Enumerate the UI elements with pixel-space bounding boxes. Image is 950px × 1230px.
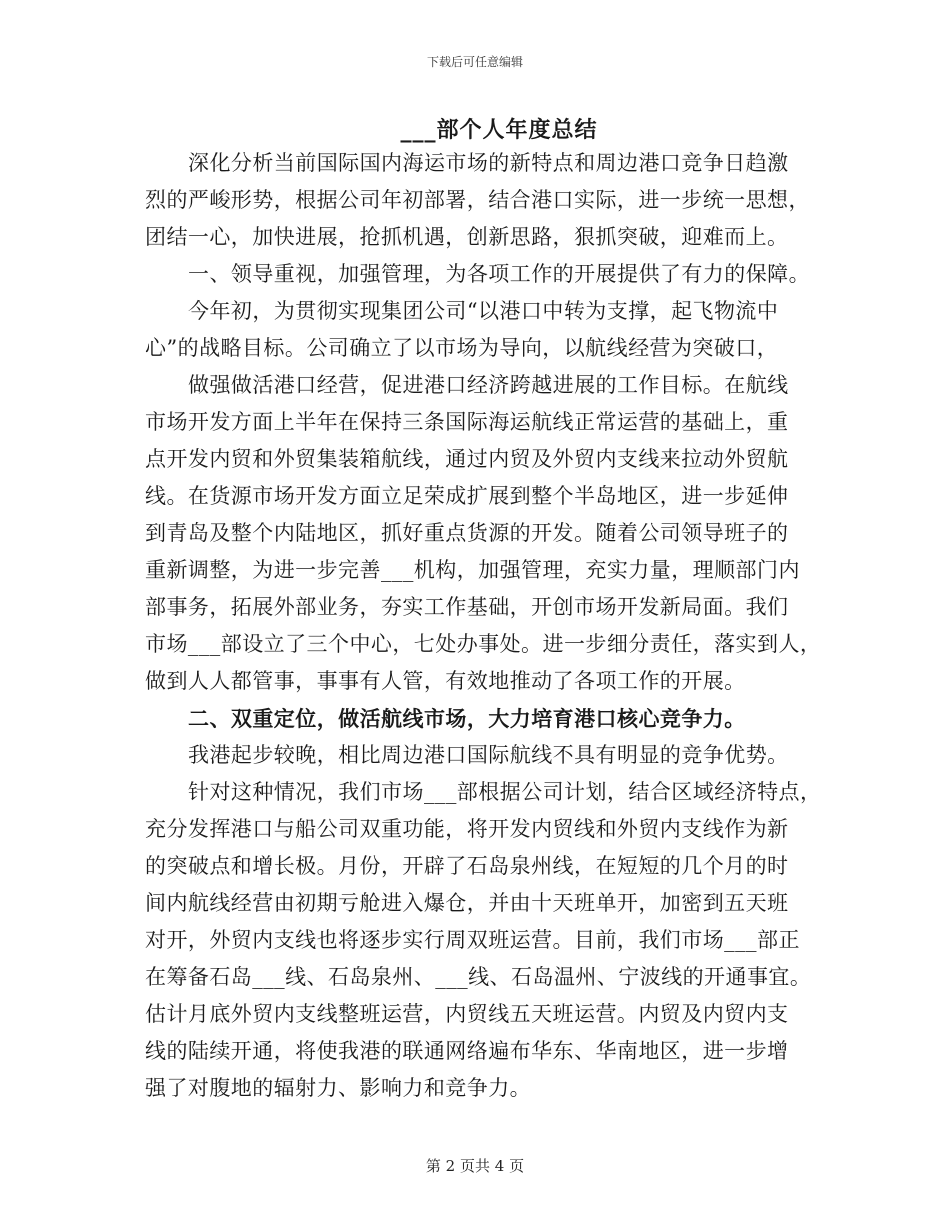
body-line: 间内航线经营由初期亏舱进入爆仓，并由十天班单开，加密到五天班 (145, 891, 789, 915)
section-heading-1: 一、领导重视，加强管理，为各项工作的开展提供了有力的保障。 (188, 262, 811, 286)
body-line: 到青岛及整个内陆地区，抓好重点货源的开发。随着公司领导班子的 (145, 521, 789, 545)
body-line: 对开，外贸内支线也将逐步实行周双班运营。目前，我们市场___部正 (145, 928, 800, 952)
body-line: 针对这种情况，我们市场___部根据公司计划，结合区域经济特点， (188, 780, 822, 804)
page-number: 第 2 页共 4 页 (425, 1157, 525, 1175)
body-line: 点开发内贸和外贸集装箱航线，通过内贸及外贸内支线来拉动外贸航 (145, 447, 789, 471)
body-line: 估计月底外贸内支线整班运营，内贸线五天班运营。内贸及内贸内支 (145, 1002, 789, 1026)
body-line: 做强做活港口经营，促进港口经济跨越进展的工作目标。在航线 (188, 373, 789, 397)
body-line: 在筹备石岛___线、石岛泉州、___线、石岛温州、宁波线的开通事宜。 (145, 965, 812, 989)
body-line: 充分发挥港口与船公司双重功能，将开发内贸线和外贸内支线作为新 (145, 817, 789, 841)
body-line: 做到人人都管事，事事有人管，有效地推动了各项工作的开展。 (145, 669, 746, 693)
body-line: 今年初，为贯彻实现集团公司“以港口中转为支撑，起飞物流中 (188, 299, 779, 323)
section-heading-2: 二、双重定位，做活航线市场，大力培育港口核心竞争力。 (188, 706, 746, 731)
body-line: 市场___部设立了三个中心，七处办事处。进一步细分责任，落实到人， (145, 632, 822, 656)
body-line: 我港起步较晚，相比周边港口国际航线不具有明显的竞争优势。 (188, 743, 789, 767)
page-header-note: 下载后可任意编辑 (426, 55, 523, 69)
document-body (145, 145, 825, 1107)
body-line: 线的陆续开通，将使我港的联通网络遍布华东、华南地区，进一步增 (145, 1039, 789, 1063)
body-line: 线。在货源市场开发方面立足荣成扩展到整个半岛地区，进一步延伸 (145, 484, 789, 508)
body-line: 烈的严峻形势，根据公司年初部署，结合港口实际，进一步统一思想， (145, 188, 810, 212)
body-line: 心”的战略目标。公司确立了以市场为导向，以航线经营为突破口， (145, 336, 779, 360)
body-line: 重新调整，为进一步完善___机构，加强管理，充实力量，理顺部门内 (145, 558, 800, 582)
body-line: 的突破点和增长极。月份，开辟了石岛泉州线，在短短的几个月的时 (145, 854, 789, 878)
body-line: 强了对腹地的辐射力、影响力和竞争力。 (145, 1076, 532, 1100)
body-line: 部事务，拓展外部业务，夯实工作基础，开创市场开发新局面。我们 (145, 595, 789, 619)
document-title: ___部个人年度总结 (400, 117, 598, 143)
body-line: 团结一心，加快进展，抢抓机遇，创新思路，狠抓突破，迎难而上。 (145, 225, 789, 249)
body-line: 深化分析当前国际国内海运市场的新特点和周边港口竞争日趋激 (188, 151, 789, 175)
body-line: 市场开发方面上半年在保持三条国际海运航线正常运营的基础上，重 (145, 410, 789, 434)
